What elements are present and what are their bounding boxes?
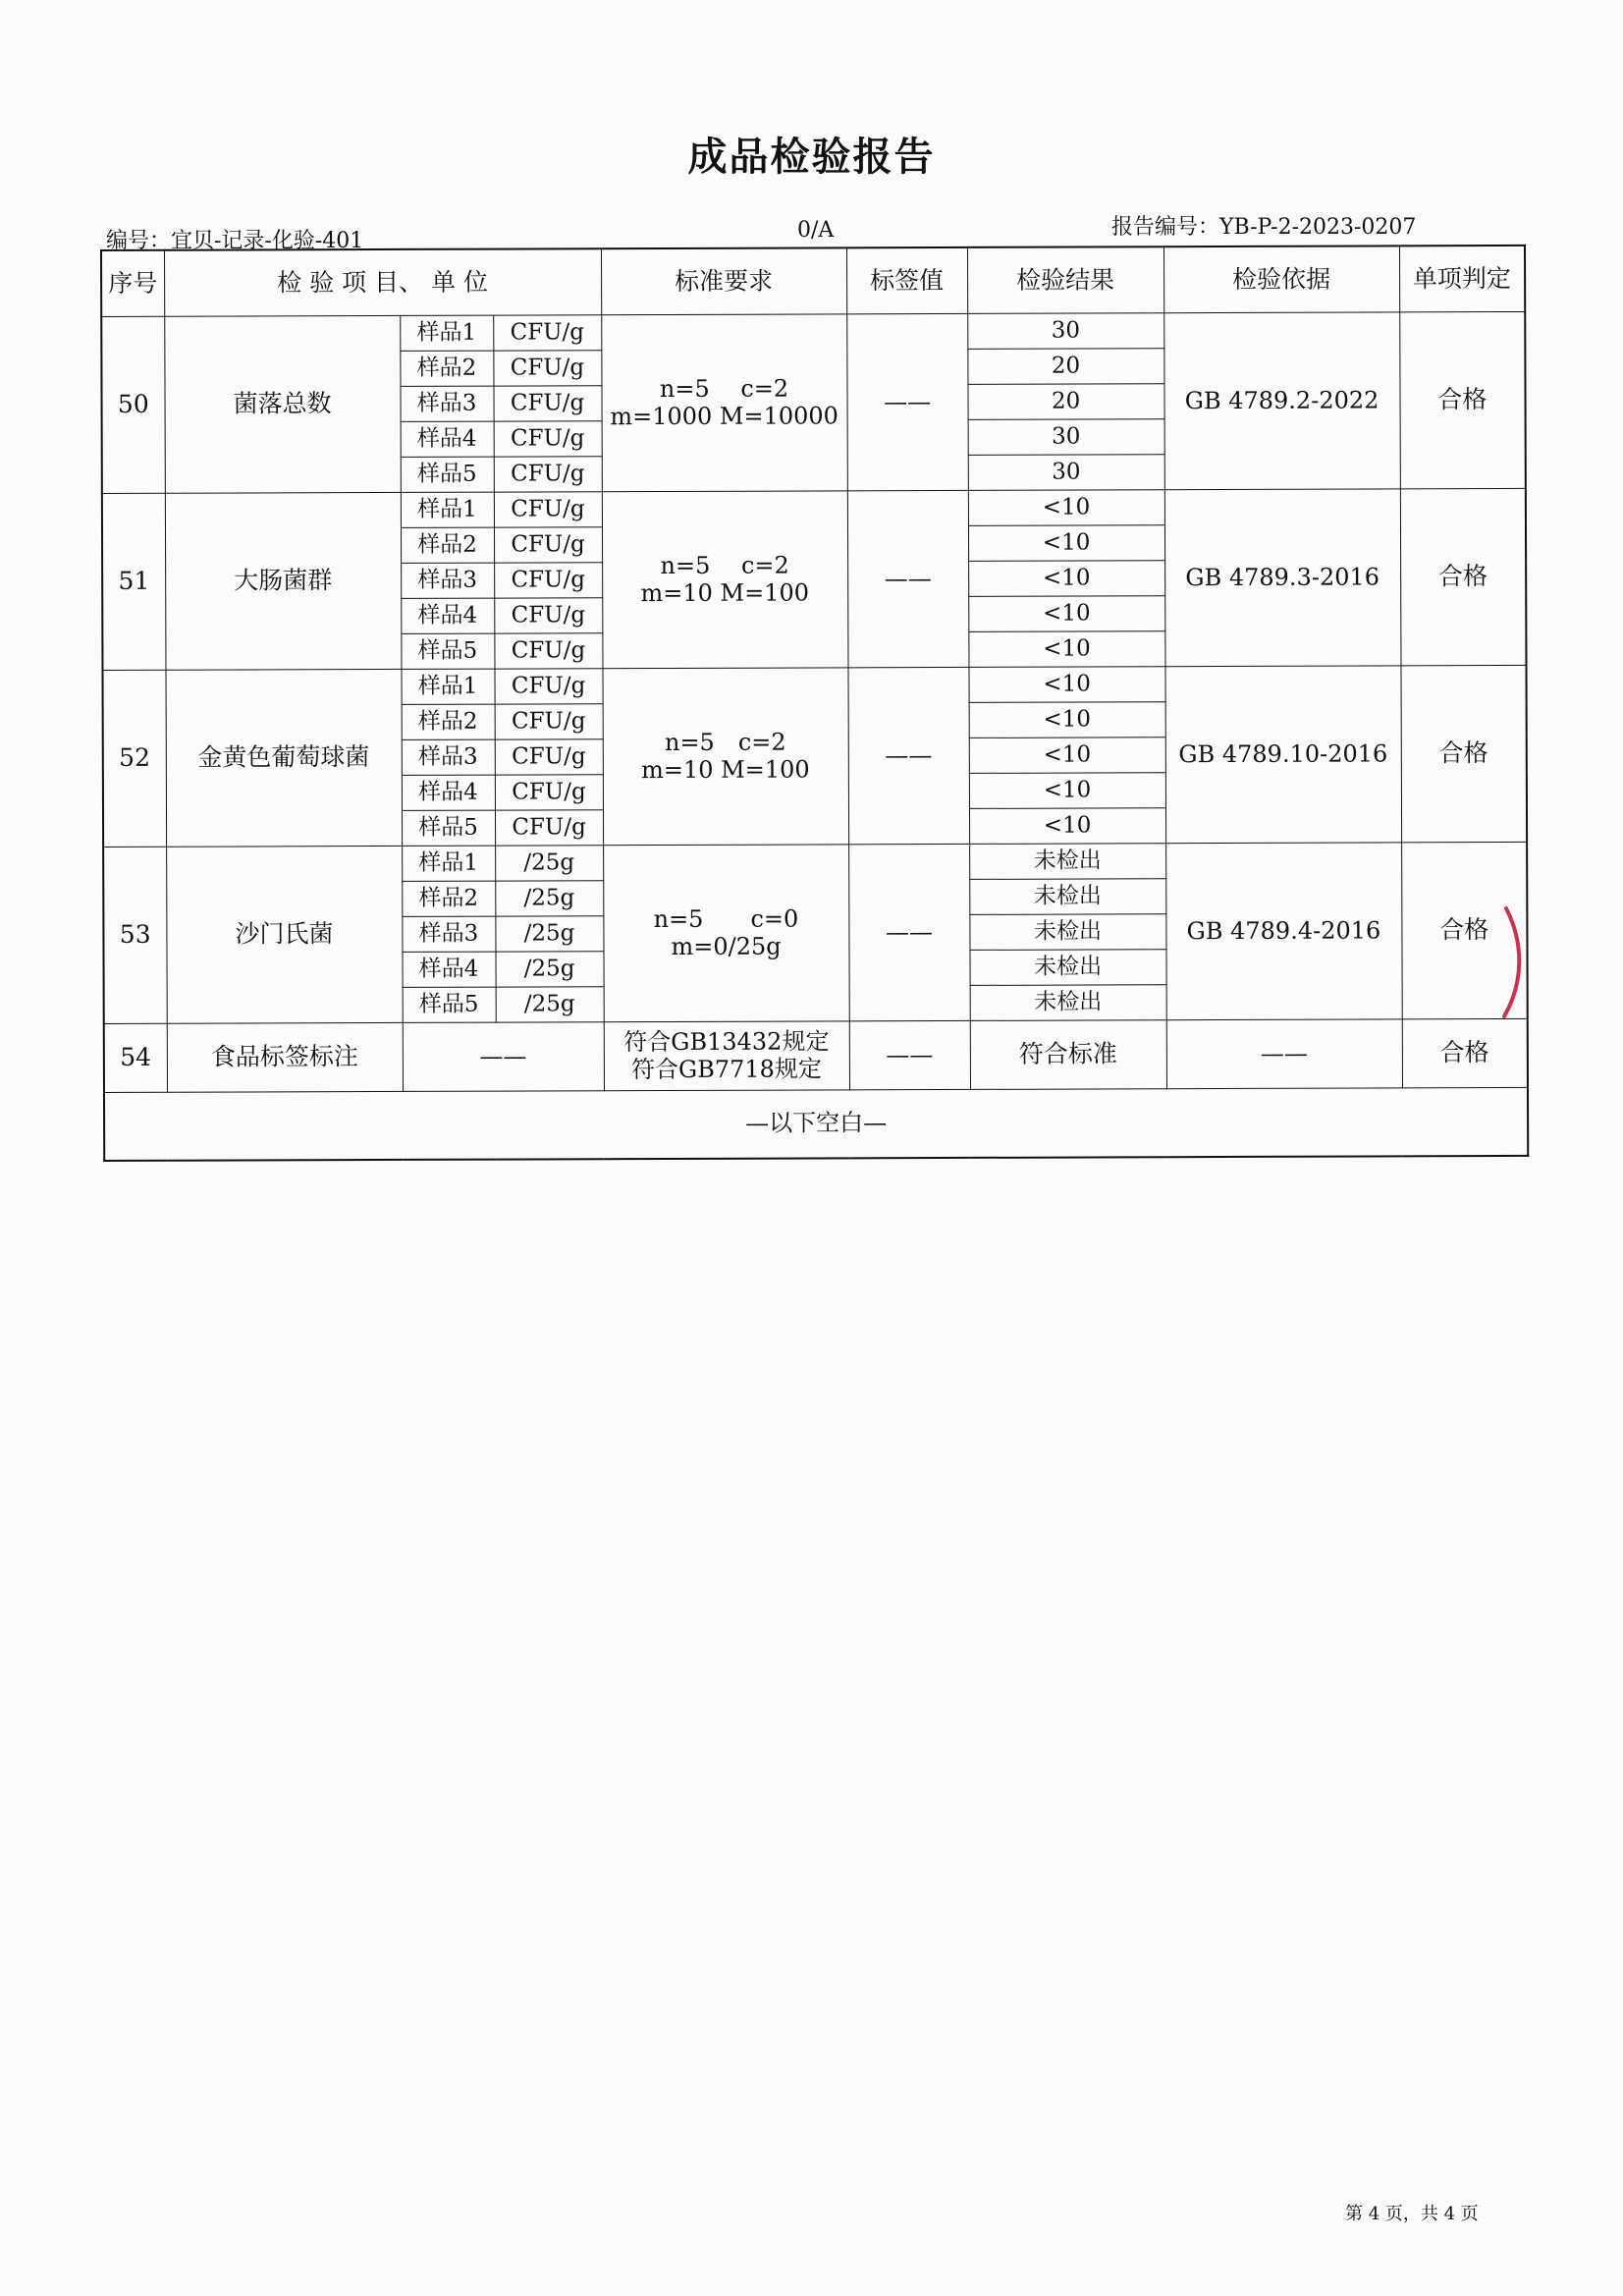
standard-cell: [601, 314, 847, 492]
standard-cell: [604, 1021, 849, 1091]
standard-cell: [603, 668, 849, 846]
unit-cell: CFU/g: [493, 386, 601, 421]
item-name: 大肠菌群: [165, 492, 402, 670]
sample-label: 样品1: [401, 492, 494, 527]
report-number: 报告编号：YB-P-2-2023-0207: [1111, 215, 1417, 240]
result-cell: 20: [968, 384, 1164, 420]
sample-label: 样品4: [401, 598, 494, 633]
judgment-cell: 合格: [1401, 665, 1528, 842]
label-value-cell: ——: [846, 313, 968, 490]
page-number: 第 4 页，共 4 页: [1345, 2204, 1479, 2224]
standard-cell: [603, 845, 849, 1022]
item-name: 菌落总数: [164, 315, 401, 493]
result-cell: 30: [968, 419, 1164, 456]
seq-cell: 53: [103, 847, 167, 1023]
sample-label: 样品2: [402, 704, 495, 739]
item-name: 食品标签标注: [167, 1022, 403, 1092]
sample-label: 样品5: [401, 457, 494, 492]
result-cell: <10: [969, 667, 1165, 703]
sample-label: 样品5: [401, 633, 494, 669]
standard-line: m=1000 M=10000: [610, 401, 839, 430]
unit-cell: CFU/g: [494, 633, 602, 669]
result-cell: <10: [968, 525, 1164, 562]
sample-label: 样品1: [402, 846, 495, 881]
unit-cell: CFU/g: [495, 739, 603, 775]
header-result: 检验结果: [967, 246, 1163, 313]
header-label-value: 标签值: [846, 247, 967, 314]
result-cell: 20: [967, 349, 1163, 385]
unit-cell: /25g: [495, 846, 603, 881]
label-value-cell: ——: [847, 490, 969, 667]
sample-label: 样品2: [401, 527, 494, 563]
sample-label: 样品4: [401, 421, 494, 457]
standard-line: m=0/25g: [671, 932, 782, 960]
judgment-cell: 合格: [1400, 488, 1527, 665]
standard-line: n=5 c=0: [653, 904, 799, 933]
sample-label: 样品4: [402, 775, 495, 810]
result-cell: <10: [968, 596, 1164, 632]
basis-cell: GB 4789.10-2016: [1165, 666, 1402, 844]
unit-cell: CFU/g: [495, 775, 603, 810]
sample-label: 样品5: [403, 987, 496, 1022]
seq-cell: 51: [102, 493, 166, 670]
basis-cell: ——: [1166, 1019, 1402, 1089]
header-judgment: 单项判定: [1399, 246, 1525, 312]
inspection-table: [100, 245, 1529, 1162]
unit-cell: /25g: [495, 881, 603, 916]
unit-cell: CFU/g: [494, 598, 602, 633]
table-row: [104, 1018, 1528, 1092]
unit-cell: CFU/g: [495, 810, 603, 846]
standard-cell: [602, 491, 848, 669]
label-value-cell: ——: [849, 1020, 970, 1089]
basis-cell: GB 4789.3-2016: [1164, 489, 1401, 667]
unit-cell: /25g: [495, 952, 603, 987]
item-name: 金黄色葡萄球菌: [165, 669, 402, 847]
result-cell: 符合标准: [970, 1020, 1166, 1090]
result-cell: 30: [968, 455, 1164, 491]
unit-cell: /25g: [495, 916, 603, 952]
sample-label: 样品1: [400, 315, 493, 351]
blank-note-row: [104, 1087, 1528, 1161]
standard-line: 符合GB7718规定: [630, 1054, 822, 1083]
result-cell: <10: [969, 702, 1165, 738]
unit-cell: CFU/g: [495, 704, 603, 739]
basis-cell: GB 4789.2-2022: [1163, 312, 1400, 490]
header-item-unit: 检 验 项 目、 单 位: [164, 248, 601, 316]
label-value-cell: ——: [848, 844, 970, 1020]
result-cell: <10: [969, 738, 1165, 774]
standard-line: n=5 c=2: [660, 551, 789, 579]
version: 0/A: [797, 218, 835, 243]
header-row: [101, 246, 1525, 317]
judgment-cell: 合格: [1402, 1018, 1528, 1087]
table-row: [102, 488, 1526, 528]
result-cell: <10: [969, 808, 1165, 845]
result-cell: 未检出: [969, 844, 1165, 880]
standard-line: m=10 M=100: [640, 577, 810, 607]
standard-line: m=10 M=100: [641, 754, 810, 784]
sample-label: 样品4: [402, 952, 495, 987]
sample-label: 样品3: [400, 386, 493, 421]
standard-line: n=5 c=2: [659, 374, 789, 403]
unit-cell: CFU/g: [494, 527, 602, 563]
basis-cell: GB 4789.4-2016: [1165, 843, 1402, 1020]
sample-label: 样品2: [400, 351, 493, 386]
seq-cell: 54: [104, 1023, 167, 1092]
result-cell: <10: [969, 773, 1165, 809]
result-cell: 未检出: [969, 879, 1165, 915]
unit-cell: CFU/g: [494, 669, 602, 704]
table-row: [103, 842, 1527, 882]
judgment-cell: 合格: [1401, 842, 1528, 1018]
result-cell: <10: [968, 490, 1164, 526]
sample-label: 样品3: [402, 916, 495, 952]
sample-label: 样品2: [402, 881, 495, 916]
unit-cell: CFU/g: [493, 315, 601, 351]
seq-cell: 50: [101, 316, 165, 493]
result-cell: 未检出: [970, 950, 1166, 986]
sample-label: 样品3: [401, 563, 494, 598]
unit-cell: ——: [403, 1022, 604, 1092]
report-title: 成品检验报告: [687, 135, 936, 180]
doc-code: 编号：宜贝-记录-化验-401: [106, 229, 364, 253]
blank-note: —以下空白—: [104, 1087, 1528, 1161]
result-cell: 未检出: [970, 985, 1166, 1021]
sample-label: 样品3: [402, 739, 495, 775]
header-basis: 检验依据: [1163, 246, 1399, 312]
result-cell: 30: [967, 313, 1163, 350]
item-name: 沙门氏菌: [166, 846, 403, 1023]
standard-line: n=5 c=2: [664, 728, 786, 756]
header-standard: 标准要求: [601, 247, 846, 314]
label-value-cell: ——: [848, 667, 970, 844]
result-cell: <10: [968, 631, 1164, 668]
seq-cell: 52: [102, 670, 166, 847]
standard-line: 符合GB13432规定: [623, 1027, 830, 1057]
unit-cell: CFU/g: [494, 492, 602, 527]
result-cell: 未检出: [969, 914, 1165, 951]
table-row: [102, 665, 1526, 705]
unit-cell: CFU/g: [494, 563, 602, 598]
header-seq: 序号: [101, 250, 164, 317]
judgment-cell: 合格: [1399, 311, 1526, 488]
unit-cell: /25g: [496, 987, 604, 1022]
result-cell: <10: [968, 561, 1164, 597]
pen-check-mark: [1500, 903, 1530, 1021]
unit-cell: CFU/g: [493, 351, 601, 386]
table-row: [101, 311, 1525, 352]
unit-cell: CFU/g: [494, 421, 602, 457]
sample-label: 样品5: [402, 810, 495, 846]
unit-cell: CFU/g: [494, 457, 602, 492]
sample-label: 样品1: [401, 669, 494, 704]
